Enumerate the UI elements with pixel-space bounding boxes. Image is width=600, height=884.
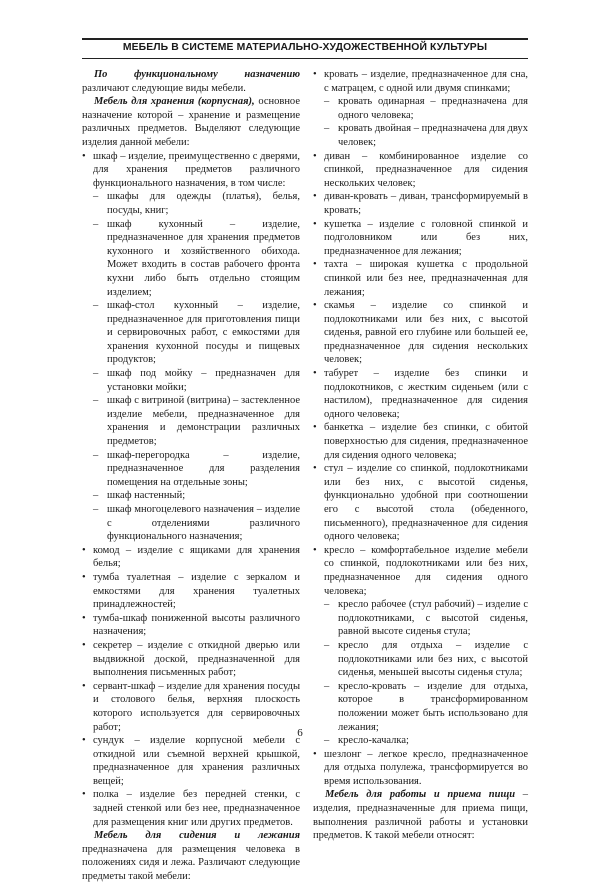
sitting-paragraph <box>82 829 300 883</box>
storage-lead: Мебель для хранения (корпусная), <box>94 96 255 108</box>
sitting-lead: Мебель для сидения и лежания <box>94 830 300 842</box>
bullet-item: • полка – изделие без передней стенки, с задней стенкой или без нее, предназначенное для размещения книг или других предметов. <box>82 788 300 829</box>
dash-subitem: – шкаф настенный; <box>82 489 300 503</box>
running-header: МЕБЕЛЬ В СИСТЕМЕ МАТЕРИАЛЬНО-ХУДОЖЕСТВЕННОЙ КУЛЬТУРЫ <box>122 42 488 53</box>
header-rule-bottom <box>82 58 528 59</box>
bullet-item: • тумба туалетная – изделие с зеркалом и емкостями для хранения туалетных принадлежностей; <box>82 571 300 612</box>
intro-paragraph <box>82 68 300 95</box>
dash-subitem: – кровать одинарная – предназначена для одного человека; <box>313 95 528 122</box>
sitting-rest: предназначена для размещения человека в положениях сидя и лежа. Различают следующие предметы такой мебели: <box>82 843 300 883</box>
bullet-item: • кресло – комфортабельное изделие мебели со спинкой, подлокотниками или без них, предназначенное для сидения одного человека; <box>313 544 528 598</box>
storage-rest: основное назначение которой – хранение и размещение различных предметов. Выделяют следующие изделия данной мебели: <box>82 96 300 148</box>
work-lead: Мебель для работы и приема пищи <box>325 789 516 801</box>
dash-subitem: – кресло-качалка; <box>313 734 528 748</box>
dash-subitem: – шкафы для одежды (платья), белья, посуды, книг; <box>82 190 300 217</box>
dash-subitem: – шкаф-перегородка – изделие, предназначенное для разделения помещения на отдельные зоны; <box>82 449 300 490</box>
dash-subitem: – шкаф с витриной (витрина) – застекленное изделие мебели, предназначенное для хранения и демонстрации различных предметов; <box>82 394 300 448</box>
bullet-item: • скамья – изделие со спинкой и подлокотниками или без них, с высотой сиденья, равной его глубине или большей ее, предназначенное для сидения нескольких человек; <box>313 299 528 367</box>
bullet-item: • сундук – изделие корпусной мебели с откидной или съемной верхней крышкой, предназначенное для хранения различных вещей; <box>82 734 300 788</box>
bullet-item: • тумба-шкаф пониженной высоты различного назначения; <box>82 612 300 639</box>
page-number: 6 <box>297 727 303 739</box>
bullet-item: • банкетка – изделие без спинки, с обитой поверхностью для сидения, предназначенное для сидения одного человека; <box>313 421 528 462</box>
dash-subitem: – шкаф многоцелевого назначения – изделие с отделениями различного функционального назначения; <box>82 503 300 544</box>
dash-subitem: – кресло-кровать – изделие для отдыха, которое в трансформированном положении может быть использовано для лежания; <box>313 680 528 734</box>
bullet-item: • диван-кровать – диван, трансформируемый в кровать; <box>313 190 528 217</box>
bullet-item: • шезлонг – легкое кресло, предназначенное для отдыха полулежа, трансформируется во время использования. <box>313 748 528 789</box>
bullet-item: • шкаф – изделие, преимущественно с дверями, для хранения предметов различного функционального назначения, в том числе: <box>82 150 300 191</box>
bullet-item: • тахта – широкая кушетка с продольной спинкой или без нее, предназначенная для лежания; <box>313 258 528 299</box>
bullet-item: • комод – изделие с ящиками для хранения белья; <box>82 544 300 571</box>
dash-subitem: – кровать двойная – предназначена для двух человек; <box>313 122 528 149</box>
dash-subitem: – кресло для отдыха – изделие с подлокотниками или без них, с высотой сиденья, меньшей высоты сиденья стула; <box>313 639 528 680</box>
dash-subitem: – шкаф кухонный – изделие, предназначенное для хранения предметов кухонного и хозяйственного обихода. Может входить в состав рабочего фронта кухни либо быть отдельно стоящим изделием; <box>82 218 300 300</box>
sitting-list <box>313 68 528 788</box>
intro-rest: различают следующие виды мебели. <box>82 82 246 94</box>
bullet-item: • секретер – изделие с откидной дверью или выдвижной доской, предназначенной для выполнения письменных работ; <box>82 639 300 680</box>
bullet-item: • кровать – изделие, предназначенное для сна, с матрацем, с одной или двумя спинками; <box>313 68 528 95</box>
work-paragraph <box>313 788 528 842</box>
left-column <box>82 68 300 884</box>
dash-subitem: – кресло рабочее (стул рабочий) – изделие с подлокотниками, с высотой сиденья, равной высоте сиденья стула; <box>313 598 528 639</box>
bullet-item: • сервант-шкаф – изделие для хранения посуды и столового белья, верхняя плоскость которого используется для сервировочных работ; <box>82 680 300 734</box>
intro-lead: По функциональному назначению <box>94 69 300 80</box>
header-rule-top <box>82 38 528 40</box>
bullet-item: • кушетка – изделие с головной спинкой и подголовником или без них, предназначенное для лежания; <box>313 218 528 259</box>
dash-subitem: – шкаф-стол кухонный – изделие, предназначенное для приготовления пищи и сервировочных работ, с емкостями для хранения кухонной посуды и пищевых продуктов; <box>82 299 300 367</box>
work-rest: – изделия, предназначенные для приема пищи, выполнения различной работы и установки предметов. К такой мебели относят: <box>313 789 528 842</box>
bullet-item: • диван – комбинированное изделие со спинкой, предназначенное для сидения нескольких человек; <box>313 150 528 191</box>
storage-paragraph <box>82 95 300 149</box>
bullet-item: • стул – изделие со спинкой, подлокотниками или без них, с высотой сиденья, функционально удобной при соотношении его с высотой стола (обеденного, письменного), предназначенное для сидения одного человека; <box>313 462 528 544</box>
dash-subitem: – шкаф под мойку – предназначен для установки мойки; <box>82 367 300 394</box>
bullet-item: • табурет – изделие без спинки и подлокотников, с жестким сиденьем (или с настилом), предназначенное для сидения одного человека; <box>313 367 528 421</box>
